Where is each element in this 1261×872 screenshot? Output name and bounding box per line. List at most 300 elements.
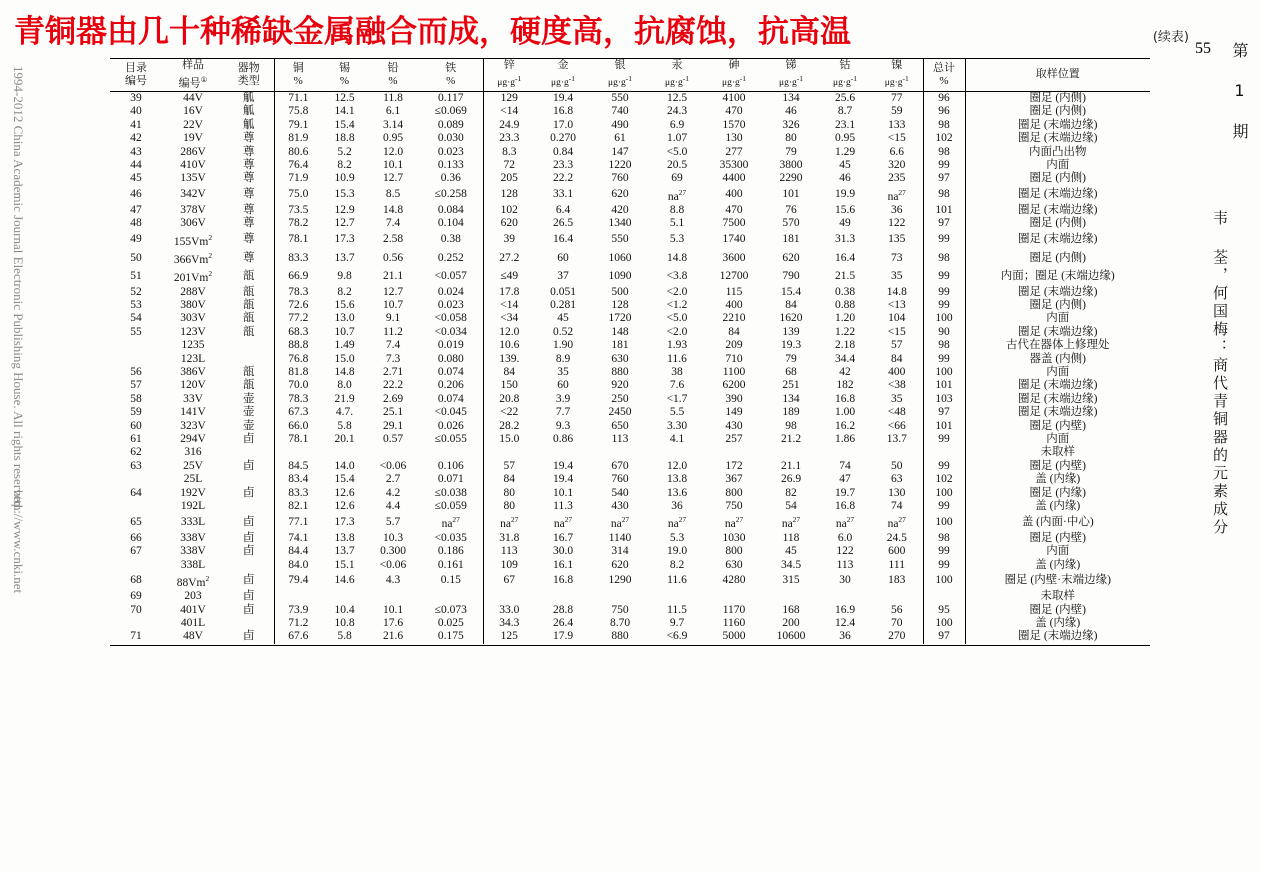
- cell: 97: [923, 217, 965, 230]
- cell: 35: [871, 267, 923, 285]
- cell: 760: [611, 473, 629, 486]
- column-header-16: 取样位置: [965, 59, 1150, 92]
- cell: 630: [725, 558, 743, 571]
- cell: 386V: [180, 366, 206, 378]
- cell: 2.7: [385, 473, 401, 486]
- cell: 17.3: [334, 233, 355, 246]
- cell: 25.1: [382, 406, 404, 419]
- cell: 8.2: [669, 558, 685, 571]
- cell-sampling-location: 圈足 (内壁): [1029, 419, 1087, 432]
- cell: 430: [611, 500, 629, 513]
- cell: 100: [923, 513, 965, 531]
- cell: 28.8: [552, 603, 574, 616]
- cell: 1100: [722, 366, 746, 378]
- cell: 401V: [180, 603, 206, 616]
- cell: 306V: [180, 217, 206, 230]
- cell: $na^{27}$: [610, 515, 630, 531]
- cell: 620: [611, 188, 629, 201]
- cell: 35: [557, 366, 569, 378]
- cell: <38: [871, 379, 923, 392]
- cell: 43: [130, 145, 142, 158]
- right-margin: [1195, 40, 1253, 830]
- cell: 77: [871, 91, 923, 105]
- cell: 19.7: [834, 486, 856, 499]
- cell: <0.057: [419, 267, 483, 285]
- cell: [224, 353, 274, 366]
- cell: 15.4: [334, 473, 355, 486]
- cell: 45: [130, 172, 142, 185]
- cell: [763, 446, 819, 459]
- cell: [923, 590, 965, 603]
- cell: 36: [871, 204, 923, 217]
- cell: 1.20: [834, 312, 856, 325]
- table-row: [110, 159, 1150, 172]
- cell: 77.2: [288, 312, 309, 325]
- cell: 79: [785, 352, 797, 365]
- cell: 20.5: [666, 159, 688, 171]
- cell: 尊: [224, 249, 274, 267]
- cell: 80.6: [288, 145, 309, 158]
- cell: 7.3: [385, 352, 401, 365]
- cell: 1.93: [666, 339, 688, 352]
- cell: 53: [130, 298, 142, 311]
- cell: 8.0: [337, 379, 352, 392]
- cell: 205: [500, 172, 518, 185]
- cell: 48: [130, 217, 142, 230]
- cell: ≤0.073: [419, 604, 483, 617]
- cell: 100: [923, 312, 965, 325]
- cnki-watermark: [6, 60, 32, 860]
- cell: [483, 446, 535, 459]
- cell: 60: [557, 251, 569, 264]
- cell: 650: [611, 419, 629, 432]
- cell: 0.281: [550, 298, 576, 311]
- cell: $na^{27}$: [871, 186, 923, 204]
- cell: 23.3: [552, 159, 574, 171]
- cell: 瓿: [224, 326, 274, 339]
- table-row: [110, 420, 1150, 433]
- cell: 23.3: [499, 132, 520, 145]
- cell: 420: [611, 204, 629, 217]
- cell: 10.7: [382, 298, 404, 311]
- cell: 1720: [608, 312, 632, 325]
- cell: 670: [611, 459, 629, 472]
- cell: 42: [130, 132, 142, 145]
- cell-sampling-location: 圈足 (末端边缘): [1017, 188, 1098, 201]
- cell: 1140: [608, 531, 632, 544]
- cell: 76: [785, 204, 797, 217]
- cell: 45: [557, 312, 569, 325]
- cell: 22.2: [552, 172, 574, 185]
- cell: [763, 590, 819, 603]
- cell: 326: [782, 118, 800, 131]
- cell-sampling-location: 盖 (内面·中心): [1021, 515, 1094, 528]
- cell: 0.84: [552, 145, 574, 158]
- cell: 73.9: [288, 603, 309, 616]
- cell: 69: [671, 172, 683, 185]
- cell: <0.045: [419, 406, 483, 419]
- cell: 0.36: [419, 172, 483, 185]
- cell: 觚: [224, 119, 274, 132]
- cell: 134: [782, 91, 800, 104]
- cell: 卣: [224, 433, 274, 446]
- cell: 0.019: [419, 339, 483, 352]
- table-row: [110, 353, 1150, 366]
- cell: 338V: [180, 545, 206, 558]
- cell: 15.3: [334, 188, 355, 201]
- cell: 79.4: [288, 574, 309, 587]
- cell: 24.9: [499, 118, 520, 131]
- composition-table: [110, 58, 1150, 648]
- cell: 7.6: [669, 379, 685, 392]
- cell: 62: [130, 446, 142, 459]
- cell: 378V: [180, 204, 206, 217]
- cell: 12.6: [334, 486, 355, 499]
- cell: <66: [871, 420, 923, 433]
- table-row: [110, 460, 1150, 473]
- cell: [483, 590, 535, 603]
- cell: 16.9: [834, 603, 856, 616]
- cell: <2.0: [666, 325, 688, 338]
- cell: 99: [923, 286, 965, 299]
- cell: 98: [785, 419, 797, 432]
- cell: ≤0.059: [419, 500, 483, 513]
- cell: [224, 446, 274, 459]
- cell: 16.8: [834, 392, 856, 405]
- cell: 0.86: [552, 433, 574, 446]
- cell: 13.8: [666, 473, 688, 486]
- cell: 5.8: [337, 630, 352, 643]
- cell: 19.4: [552, 459, 574, 472]
- page-headline: 青铜器由几十种稀缺金属融合而成，硬度高，抗腐蚀，抗高温: [14, 14, 851, 50]
- cell: 620: [611, 558, 629, 571]
- data-table: [110, 58, 1150, 644]
- cell: 0.024: [419, 286, 483, 299]
- cell: 13.7: [871, 433, 923, 446]
- cell: 4.3: [385, 574, 401, 587]
- cell: 8.3: [502, 145, 517, 158]
- cell: <2.0: [666, 285, 688, 298]
- cell: 40: [130, 105, 142, 118]
- cell: 34.5: [780, 558, 802, 571]
- cell: 99: [923, 231, 965, 249]
- cell: 101: [923, 379, 965, 392]
- cell: $na^{27}$: [667, 187, 687, 203]
- cell: 235: [871, 172, 923, 185]
- cell: 瓿: [224, 379, 274, 392]
- cell: 卣: [224, 572, 274, 590]
- cell: 17.9: [552, 630, 574, 643]
- cell-sampling-location: 圈足 (内侧): [1029, 298, 1087, 311]
- cell: 16V: [183, 105, 203, 118]
- cell: ≤0.038: [419, 487, 483, 500]
- cell: 11.2: [383, 325, 403, 338]
- cell: $na^{27}$: [500, 515, 519, 531]
- cell: 71.9: [288, 172, 309, 185]
- cell: 201Vm$^2$: [173, 269, 213, 285]
- cell: 5.3: [669, 233, 685, 246]
- cell: 139: [782, 325, 800, 338]
- cell: 14.8: [334, 366, 355, 378]
- cell: <5.0: [666, 312, 688, 325]
- cell-sampling-location: 圈足 (内侧): [1029, 105, 1087, 118]
- cell: 34.3: [499, 616, 520, 629]
- cell: 8.5: [385, 188, 401, 201]
- table-row: [110, 339, 1150, 352]
- cell: 12700: [719, 269, 749, 282]
- watermark-line-2: http://www.cnki.net: [11, 490, 26, 594]
- cell: 6.9: [669, 118, 685, 131]
- cell: 7.7: [555, 406, 571, 419]
- cell: 2.18: [834, 339, 856, 352]
- table-row: [110, 217, 1150, 230]
- cell: 78.2: [288, 217, 309, 230]
- cell: 10.1: [382, 159, 404, 171]
- table-row: [110, 249, 1150, 267]
- cell: 920: [611, 379, 629, 392]
- table-row: [110, 326, 1150, 339]
- cell: 26.5: [552, 217, 574, 230]
- cell-sampling-location: 古代在器体上修理处: [1006, 339, 1110, 352]
- cell: 183: [871, 572, 923, 590]
- cell: 9.7: [669, 616, 685, 629]
- column-header-3: 铜 %: [274, 59, 322, 92]
- cell: [224, 559, 274, 572]
- cell: 15.6: [834, 204, 856, 217]
- cell: 250: [611, 392, 629, 405]
- cell: 1.49: [334, 339, 355, 352]
- cell: 31.8: [499, 531, 520, 544]
- cell: 83.3: [288, 486, 309, 499]
- cell: 277: [725, 145, 743, 158]
- cell: 115: [725, 285, 743, 298]
- cell: [705, 590, 763, 603]
- cell: 12.5: [334, 91, 355, 104]
- cell: 24.5: [871, 532, 923, 545]
- table-row: [110, 286, 1150, 299]
- cell: 57: [130, 379, 142, 392]
- table-row: [110, 406, 1150, 419]
- cell: $na^{27}$: [781, 515, 801, 531]
- cell: 19.9: [834, 188, 856, 201]
- cell: 50: [130, 251, 142, 264]
- cell: 16.7: [552, 531, 574, 544]
- cell: 200: [782, 616, 800, 629]
- cell: 550: [611, 91, 629, 104]
- cell: 10.1: [382, 603, 404, 616]
- cell: 21.6: [382, 630, 404, 643]
- cell: [224, 500, 274, 513]
- cell: 5.8: [337, 419, 352, 432]
- cell: 0.175: [419, 630, 483, 643]
- cell: 57: [503, 459, 515, 472]
- cell: 430: [725, 419, 743, 432]
- cell: 61: [614, 132, 626, 145]
- cell: <1.7: [666, 392, 688, 405]
- cell: [649, 446, 705, 459]
- cell: 13.6: [666, 486, 688, 499]
- cell: 96: [923, 105, 965, 118]
- cell: 卣: [224, 532, 274, 545]
- cell: 139.: [499, 352, 520, 365]
- cell: <22: [500, 406, 519, 419]
- cell: 11.8: [383, 91, 403, 104]
- cell: 0.104: [419, 217, 483, 230]
- cell: 5.5: [669, 406, 685, 419]
- cell: 20.8: [499, 392, 520, 405]
- cell: 303V: [180, 312, 206, 325]
- cell: 1.90: [552, 339, 574, 352]
- cell: ≤0.055: [419, 433, 483, 446]
- cell: 410V: [180, 159, 206, 171]
- cell: 1.00: [834, 406, 856, 419]
- cell: [535, 590, 591, 603]
- cell: 49: [839, 217, 851, 230]
- cell: 8.2: [337, 285, 352, 298]
- cell: 48V: [183, 630, 203, 643]
- cell: 84: [503, 366, 515, 378]
- cell: 400: [725, 188, 743, 201]
- cell: 7.4: [385, 339, 401, 352]
- cell-sampling-location: 器盖 (内侧): [1029, 352, 1087, 365]
- cell: 壶: [224, 393, 274, 406]
- cell: 102: [923, 473, 965, 486]
- cell: 4.4: [385, 500, 401, 513]
- cell-sampling-location: 圈足 (末端边缘): [1017, 379, 1098, 392]
- cell: 0.15: [419, 572, 483, 590]
- cell: <14: [500, 105, 519, 118]
- cell: 78.1: [288, 233, 309, 246]
- table-row: [110, 119, 1150, 132]
- cell: <0.06: [379, 558, 407, 571]
- cell: [591, 590, 649, 603]
- table-row: [110, 604, 1150, 617]
- cell: 52: [130, 285, 142, 298]
- cell: 72.6: [288, 298, 309, 311]
- cell: 33V: [183, 392, 203, 405]
- cell: 70: [130, 603, 142, 616]
- cell: 101: [782, 188, 800, 201]
- cell: 97: [923, 630, 965, 643]
- cell: 65: [130, 515, 142, 528]
- cell: 1.29: [834, 145, 856, 158]
- cell: 333L: [180, 515, 206, 528]
- column-header-8: 金 $\mu g\cdot g^{-1}$: [535, 59, 591, 92]
- cell: 尊: [224, 204, 274, 217]
- table-row: [110, 312, 1150, 325]
- cell: 0.52: [552, 325, 574, 338]
- cell: 54: [130, 312, 142, 325]
- cell: 70: [871, 617, 923, 630]
- cell: [591, 446, 649, 459]
- cell: [274, 590, 322, 603]
- cell: 41: [130, 118, 142, 131]
- cell: [871, 590, 923, 603]
- cell: 122: [836, 545, 854, 558]
- cell: 8.2: [337, 159, 352, 171]
- cell: 壶: [224, 406, 274, 419]
- cell: 540: [611, 486, 629, 499]
- cell: 68: [785, 366, 797, 378]
- cell: 148: [611, 325, 629, 338]
- cell: 0.025: [419, 617, 483, 630]
- cell-sampling-location: 盖 (内缘): [1035, 500, 1081, 513]
- cell: 8.9: [555, 352, 571, 365]
- cell: 71: [130, 630, 142, 643]
- cell: 46: [130, 188, 142, 201]
- cell: 14.0: [334, 459, 355, 472]
- cell: 5.1: [669, 217, 685, 230]
- cell: 觚: [224, 105, 274, 118]
- cell: 45: [839, 159, 851, 171]
- cell: 4100: [722, 91, 746, 104]
- cell: 卣: [224, 513, 274, 531]
- cell: 3.30: [666, 419, 688, 432]
- cell: <0.035: [419, 532, 483, 545]
- cell: 120V: [180, 379, 206, 392]
- cell: 74: [839, 459, 851, 472]
- table-row: [110, 617, 1150, 630]
- cell-sampling-location: 盖 (内缘): [1035, 473, 1081, 486]
- cell: 6.0: [837, 531, 853, 544]
- cell: 10600: [776, 630, 806, 643]
- cell: 100: [923, 366, 965, 379]
- cell: 12.0: [382, 145, 404, 158]
- cell-sampling-location: 圈足 (内侧): [1029, 217, 1087, 230]
- cell: 181: [782, 233, 800, 246]
- cell: 12.4: [834, 616, 856, 629]
- table-row: [110, 513, 1150, 531]
- cell: 36: [839, 630, 851, 643]
- cell: 83.3: [288, 251, 309, 264]
- cell: 97: [923, 172, 965, 185]
- cell: 64: [130, 486, 142, 499]
- cell: 150: [500, 379, 518, 392]
- cell: 66.9: [288, 269, 309, 282]
- cell: 570: [782, 217, 800, 230]
- cell: 17.0: [552, 118, 574, 131]
- cell: 觚: [224, 91, 274, 105]
- column-header-1: 样品 编号①: [162, 59, 224, 92]
- cell: $na^{27}$: [871, 513, 923, 531]
- cell: [923, 446, 965, 459]
- cell: 98: [923, 249, 965, 267]
- cell: 0.95: [834, 132, 856, 145]
- cell: 123L: [180, 352, 206, 365]
- cell: 135: [871, 231, 923, 249]
- cell: 7500: [722, 217, 746, 230]
- cell: 192V: [180, 486, 206, 499]
- cell: 0.186: [419, 545, 483, 558]
- cell: 0.106: [419, 460, 483, 473]
- cell: 8.8: [669, 204, 685, 217]
- cell: 0.133: [419, 159, 483, 172]
- cell: 5.3: [669, 531, 685, 544]
- cell: 50: [871, 460, 923, 473]
- cell: 58: [130, 392, 142, 405]
- cell: 6.6: [871, 146, 923, 159]
- cell: 366Vm$^2$: [173, 251, 213, 266]
- cell: 19.4: [552, 473, 574, 486]
- cell: 63: [130, 459, 142, 472]
- cell: 29.1: [382, 419, 404, 432]
- cell: 101: [923, 204, 965, 217]
- cell: [819, 590, 871, 603]
- table-row: [110, 132, 1150, 145]
- cell: 84: [871, 353, 923, 366]
- cell: 16.1: [552, 558, 574, 571]
- cell: <0.06: [379, 459, 407, 472]
